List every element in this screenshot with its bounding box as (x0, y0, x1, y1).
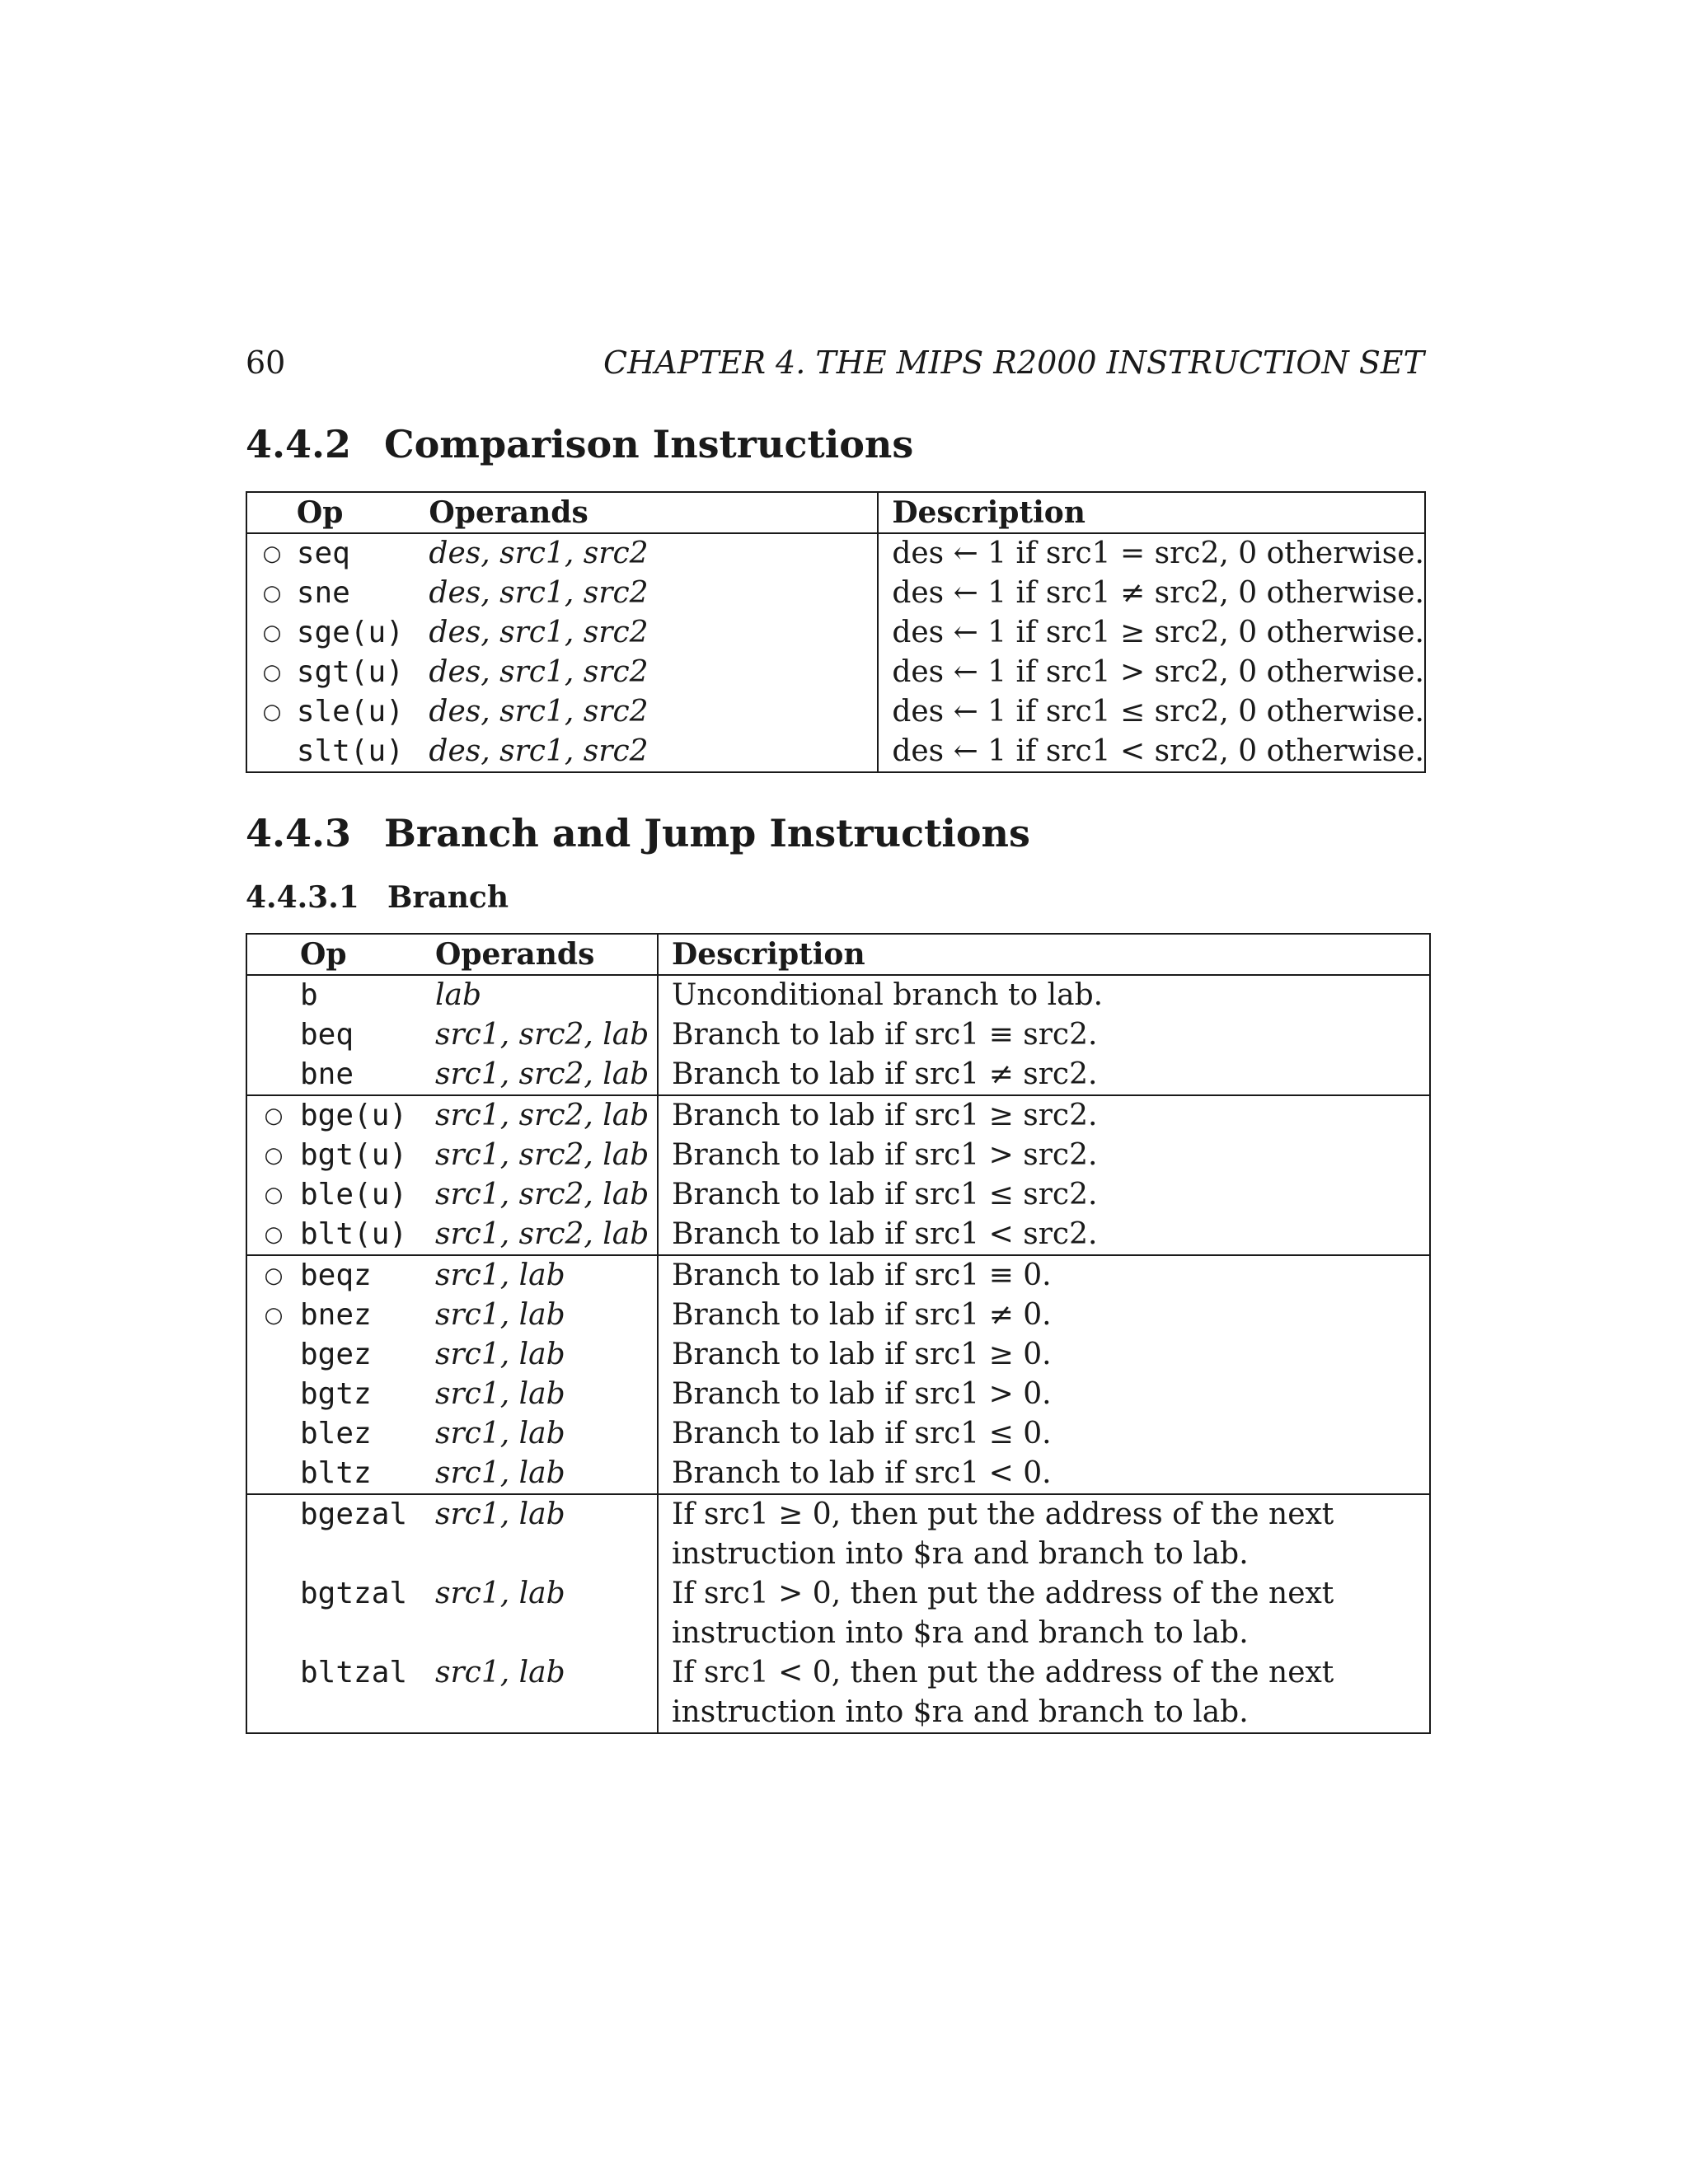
operands-cell: src1, src2, lab (435, 1217, 649, 1251)
op-cell: slt(u) (296, 734, 404, 768)
operands-cell: src1, src2, lab (435, 1099, 649, 1132)
section-number: 4.4.3 (246, 811, 352, 855)
table-row (246, 1653, 1430, 1733)
pseudo-marker (246, 1055, 300, 1095)
op-cell: sne (296, 576, 350, 610)
description-cell: Branch to lab if src1 ≥ 0. (658, 1335, 1430, 1375)
op-cell: bgtzal (300, 1577, 408, 1610)
operands-cell: src1, lab (435, 1298, 565, 1332)
operands-cell: src1, lab (435, 1338, 565, 1371)
pseudo-marker: ○ (262, 621, 282, 645)
description-cell: des ← 1 if src1 ≥ src2, 0 otherwise. (878, 613, 1425, 653)
pseudo-marker: ○ (264, 1222, 284, 1247)
op-cell: blt(u) (300, 1217, 408, 1251)
pseudo-marker (246, 1414, 300, 1454)
description-cell: des ← 1 if src1 < src2, 0 otherwise. (878, 732, 1425, 772)
description-cell: Branch to lab if src1 ≥ src2. (658, 1095, 1430, 1136)
table-row (246, 1574, 1430, 1653)
description-cell: Branch to lab if src1 ≡ 0. (658, 1255, 1430, 1296)
pseudo-marker (246, 975, 300, 1015)
table-row (246, 1375, 1430, 1414)
table-row (246, 1095, 1430, 1136)
op-cell: sge(u) (296, 616, 404, 649)
operands-cell: src1, lab (435, 1497, 565, 1531)
op-header: Op (296, 495, 344, 530)
table-row (246, 1335, 1430, 1375)
operands-cell: des, src1, src2 (429, 616, 649, 649)
description-cell: Branch to lab if src1 ≡ src2. (658, 1015, 1430, 1055)
operands-cell: des, src1, src2 (429, 734, 649, 768)
description-cell: If src1 < 0, then put the address of the next instruction into $ra and branch to lab. (658, 1653, 1430, 1733)
op-cell: sle(u) (296, 695, 404, 729)
op-cell: bltzal (300, 1656, 408, 1690)
table-row (246, 1255, 1430, 1296)
description-header: Description (878, 492, 1425, 533)
section-heading-branch-jump (246, 811, 1030, 855)
description-cell: des ← 1 if src1 ≤ src2, 0 otherwise. (878, 692, 1425, 732)
description-cell: Branch to lab if src1 > 0. (658, 1375, 1430, 1414)
table-header-row (246, 492, 1425, 533)
op-cell: beqz (300, 1258, 372, 1292)
description-cell: des ← 1 if src1 > src2, 0 otherwise. (878, 653, 1425, 692)
op-cell: sgt(u) (296, 655, 404, 689)
pseudo-marker: ○ (262, 660, 282, 685)
op-cell: b (300, 978, 318, 1012)
table-row (246, 1175, 1430, 1215)
description-cell: Unconditional branch to lab. (658, 975, 1430, 1015)
op-cell: bne (300, 1057, 354, 1091)
pseudo-marker (246, 1375, 300, 1414)
table-header-row (246, 934, 1430, 975)
subsection-number: 4.4.3.1 (246, 880, 359, 915)
operands-cell: src1, lab (435, 1377, 565, 1411)
description-cell: If src1 ≥ 0, then put the address of the next instruction into $ra and branch to lab. (658, 1494, 1430, 1574)
pseudo-marker: ○ (262, 581, 282, 606)
table-row (246, 1296, 1430, 1335)
description-cell: Branch to lab if src1 < src2. (658, 1215, 1430, 1255)
table-row (246, 1494, 1430, 1574)
pseudo-marker (246, 1574, 300, 1653)
operands-header: Operands (435, 937, 595, 972)
table-row (246, 533, 1425, 574)
operands-cell: src1, lab (435, 1577, 565, 1610)
pseudo-marker (246, 1335, 300, 1375)
table-row (246, 1015, 1430, 1055)
table-row (246, 732, 1425, 772)
pseudo-marker: ○ (262, 541, 282, 566)
table-row (246, 1055, 1430, 1095)
op-cell: bgezal (300, 1497, 408, 1531)
table-row (246, 975, 1430, 1015)
op-cell: blez (300, 1417, 372, 1451)
description-cell: Branch to lab if src1 < 0. (658, 1454, 1430, 1494)
table-row (246, 653, 1425, 692)
description-cell: If src1 > 0, then put the address of the next instruction into $ra and branch to lab. (658, 1574, 1430, 1653)
op-cell: ble(u) (300, 1178, 408, 1212)
description-cell: Branch to lab if src1 ≠ 0. (658, 1296, 1430, 1335)
page-header (246, 344, 1424, 384)
table-row (246, 692, 1425, 732)
comparison-table (246, 491, 1426, 773)
subsection-heading-branch (246, 880, 509, 915)
pseudo-marker (246, 732, 297, 772)
table-row (246, 574, 1425, 613)
description-cell: Branch to lab if src1 ≤ 0. (658, 1414, 1430, 1454)
section-title: Branch and Jump Instructions (384, 811, 1030, 855)
operands-cell: src1, lab (435, 1656, 565, 1690)
op-cell: bgez (300, 1338, 372, 1371)
pseudo-marker (246, 1454, 300, 1494)
operands-cell: des, src1, src2 (429, 537, 649, 570)
pseudo-marker: ○ (264, 1263, 284, 1288)
table-row (246, 1215, 1430, 1255)
table-row (246, 1454, 1430, 1494)
operands-cell: des, src1, src2 (429, 576, 649, 610)
op-cell: bnez (300, 1298, 372, 1332)
operands-cell: src1, lab (435, 1417, 565, 1451)
table-row (246, 613, 1425, 653)
branch-table (246, 933, 1431, 1734)
page-number: 60 (246, 344, 286, 381)
description-cell: des ← 1 if src1 ≠ src2, 0 otherwise. (878, 574, 1425, 613)
section-number: 4.4.2 (246, 422, 352, 466)
operands-cell: src1, src2, lab (435, 1018, 649, 1052)
op-cell: bgt(u) (300, 1138, 408, 1172)
operands-cell: src1, lab (435, 1456, 565, 1490)
operands-cell: src1, src2, lab (435, 1138, 649, 1172)
operands-cell: src1, lab (435, 1258, 565, 1292)
section-heading-comparison (246, 422, 913, 466)
table-row (246, 1136, 1430, 1175)
description-cell: Branch to lab if src1 ≠ src2. (658, 1055, 1430, 1095)
section-title: Comparison Instructions (384, 422, 914, 466)
pseudo-marker: ○ (264, 1183, 284, 1207)
description-header: Description (658, 934, 1430, 975)
operands-cell: src1, src2, lab (435, 1178, 649, 1212)
subsection-title: Branch (387, 880, 509, 915)
pseudo-marker: ○ (264, 1303, 284, 1328)
table-row (246, 1414, 1430, 1454)
op-cell: bltz (300, 1456, 372, 1490)
operands-cell: des, src1, src2 (429, 655, 649, 689)
operands-cell: des, src1, src2 (429, 695, 649, 729)
op-cell: beq (300, 1018, 354, 1052)
description-cell: Branch to lab if src1 > src2. (658, 1136, 1430, 1175)
pseudo-marker (246, 1653, 300, 1733)
operands-header: Operands (429, 495, 588, 530)
op-header: Op (300, 937, 347, 972)
pseudo-marker: ○ (264, 1143, 284, 1168)
pseudo-marker: ○ (264, 1104, 284, 1128)
pseudo-marker (246, 1494, 300, 1574)
op-cell: bgtz (300, 1377, 372, 1411)
op-cell: seq (296, 537, 350, 570)
running-head: CHAPTER 4. THE MIPS R2000 INSTRUCTION SET (603, 344, 1424, 381)
description-cell: Branch to lab if src1 ≤ src2. (658, 1175, 1430, 1215)
operands-cell: src1, src2, lab (435, 1057, 649, 1091)
description-cell: des ← 1 if src1 = src2, 0 otherwise. (878, 533, 1425, 574)
op-cell: bge(u) (300, 1099, 408, 1132)
pseudo-marker: ○ (262, 700, 282, 724)
operands-cell: lab (435, 978, 482, 1012)
pseudo-marker (246, 1015, 300, 1055)
